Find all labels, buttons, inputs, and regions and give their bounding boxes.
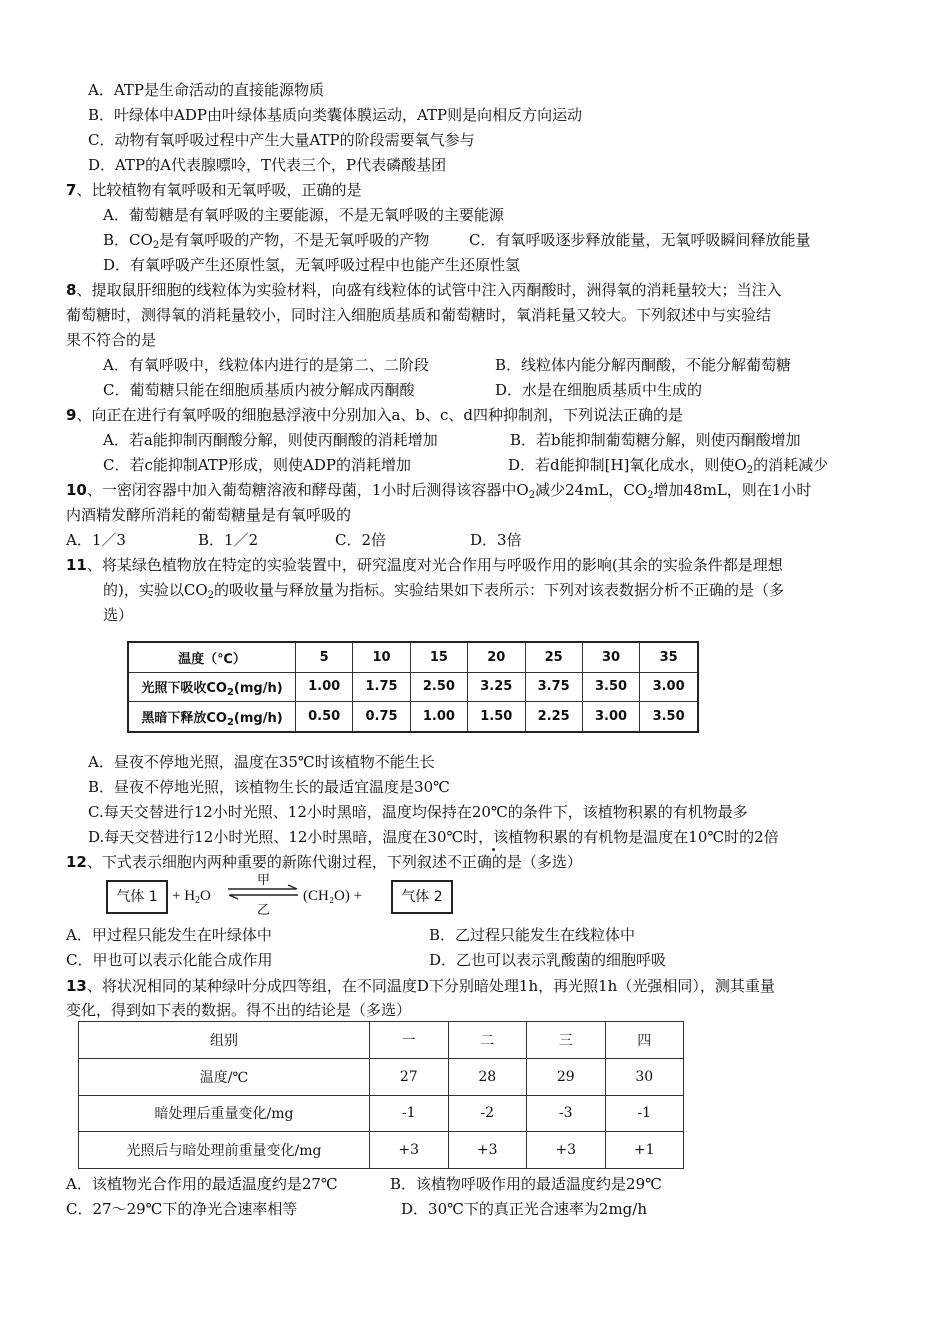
q11-option-d: D.每天交替进行12小时光照、12小时黑暗，温度在30℃时，该植物积累的有机物是温度在10℃时的2倍	[88, 828, 779, 846]
table-cell: 3.75	[525, 672, 582, 702]
q8-number: 8	[66, 281, 77, 299]
q8-stem-line3: 果不符合的是	[66, 331, 157, 349]
table-cell: 3.25	[468, 672, 525, 702]
q9-option-a: A．若a能抑制丙酮酸分解，则使丙酮酸的消耗增加	[103, 431, 438, 449]
table-header-cell: 暗处理后重量变化/mg	[79, 1095, 370, 1132]
table-cell: 28	[448, 1058, 527, 1095]
table-cell: 2.25	[525, 702, 582, 732]
table-row	[79, 1058, 684, 1095]
table-cell: 2.50	[410, 672, 467, 702]
q6-option-c: C．动物有氧呼吸过程中产生大量ATP的阶段需要氧气参与	[88, 131, 475, 149]
q11-number: 11	[66, 556, 87, 574]
table-cell: 29	[527, 1058, 606, 1095]
table-cell: 3.50	[640, 702, 698, 732]
arrow-label-top: 甲	[257, 872, 271, 887]
q11-stem-line3: 选）	[103, 606, 134, 624]
table-cell: -1	[605, 1095, 684, 1132]
q7-option-a: A．葡萄糖是有氧呼吸的主要能源，不是无氧呼吸的主要能源	[103, 206, 504, 224]
table-cell: 35	[640, 642, 698, 672]
q7-stem: 7、比较植物有氧呼吸和无氧呼吸，正确的是	[66, 181, 362, 199]
q9-option-c: C．若c能抑制ATP形成，则使ADP的消耗增加	[103, 456, 411, 474]
table-cell: +3	[527, 1132, 606, 1169]
table-cell: 3.00	[640, 672, 698, 702]
q8-stem-line2: 葡萄糖时，测得氧的消耗量较小，同时注入细胞质基质和葡萄糖时，氧消耗量又较大。下列叙述中与实验结	[66, 306, 772, 324]
q7-option-b: B．$CO_2$是有氧呼吸的产物，不是无氧呼吸的产物	[103, 231, 430, 251]
q12-option-a: A．甲过程只能发生在叶绿体中	[66, 926, 272, 944]
table-row	[79, 1095, 684, 1132]
reversible-arrow-icon	[226, 884, 300, 900]
table-cell: 3.50	[582, 672, 639, 702]
table-cell: 0.75	[353, 702, 410, 732]
table-cell: 0.50	[296, 702, 353, 732]
q7-number: 7	[66, 181, 77, 199]
q11-data-table	[127, 641, 699, 733]
q10-option-c: C．2倍	[335, 531, 387, 549]
arrow-label-bottom: 乙	[257, 902, 271, 917]
q11-option-b: B．昼夜不停地光照，该植物生长的最适宜温度是30℃	[88, 778, 450, 796]
table-cell: -3	[527, 1095, 606, 1132]
table-cell: 一	[370, 1022, 449, 1059]
table-cell: 27	[370, 1058, 449, 1095]
q8-stem-line1: 8、提取鼠肝细胞的线粒体为实验材料，向盛有线粒体的试管中注入丙酮酸时，洲得氧的消耗量较大；当注入	[66, 281, 782, 299]
q10-stem-line2: 内酒精发酵所消耗的葡萄糖量是有氧呼吸的	[66, 506, 352, 524]
q13-number: 13	[66, 977, 87, 995]
q10-stem-line1: 10、一密闭容器中加入葡萄糖溶液和酵母菌，1小时后测得该容器中$O_2$减少24mL，$CO_2$增加48mL，则在1小时	[66, 481, 812, 501]
q9-option-b: B．若b能抑制葡萄糖分解，则使丙酮酸增加	[510, 431, 801, 449]
table-cell: 30	[605, 1058, 684, 1095]
q10-option-b: B．1／2	[198, 531, 259, 549]
product-ch2o: (CH₂O) +	[303, 888, 363, 904]
q9-stem: 9、向正在进行有氧呼吸的细胞悬浮液中分别加入a、b、c、d四种抑制剂，下列说法正确的是	[66, 406, 683, 424]
q11-option-a: A．昼夜不停地光照，温度在35℃时该植物不能生长	[88, 753, 435, 771]
table-cell: 四	[605, 1022, 684, 1059]
mark-dot	[492, 848, 495, 851]
q9-option-d: D．若d能抑制[H]氧化成水，则使$O_2$的消耗减少	[508, 456, 829, 476]
q11-option-c: C.每天交替进行12小时光照、12小时黑暗，温度均保持在20℃的条件下，该植物积累的有机物最多	[88, 803, 748, 821]
q11-stem-line2: 的)，实验以$CO_2$的吸收量与释放量为指标。实验结果如下表所示：下列对该表数据分析不正确的是（多	[103, 581, 785, 601]
q12-option-b: B．乙过程只能发生在线粒体中	[429, 926, 636, 944]
q13-option-b: B．该植物呼吸作用的最适温度约是29℃	[390, 1175, 662, 1193]
table-cell: 10	[353, 642, 410, 672]
table-cell: 1.00	[410, 702, 467, 732]
q13-option-c: C．27～29℃下的净光合速率相等	[66, 1200, 298, 1218]
q8-option-b: B．线粒体内能分解丙酮酸，不能分解葡萄糖	[495, 356, 792, 374]
q8-option-a: A．有氧呼吸中，线粒体内进行的是第二、二阶段	[103, 356, 429, 374]
table-cell: 三	[527, 1022, 606, 1059]
q13-option-a: A．该植物光合作用的最适温度约是27℃	[66, 1175, 338, 1193]
table-header-cell: 光照下吸收$CO_2(mg/h)$	[128, 672, 296, 702]
q8-option-d: D．水是在细胞质基质中生成的	[495, 381, 703, 399]
table-header-cell: 组别	[79, 1022, 370, 1059]
q8-option-c: C．葡萄糖只能在细胞质基质内被分解成丙酮酸	[103, 381, 415, 399]
table-cell: -2	[448, 1095, 527, 1132]
q12-option-c: C．甲也可以表示化能合成作用	[66, 951, 273, 969]
q13-stem-line1: 13、将状况相同的某种绿叶分成四等组，在不同温度D下分别暗处理1h，再光照1h（光强相同），测其重量	[66, 977, 775, 995]
table-header-cell: 温度/℃	[79, 1058, 370, 1095]
gas2-box: 气体 2	[391, 880, 453, 914]
q7-option-d: D．有氧呼吸产生还原性氢，无氧呼吸过程中也能产生还原性氢	[103, 256, 521, 274]
table-cell: +3	[370, 1132, 449, 1169]
q7-option-c: C．有氧呼吸逐步释放能量，无氧呼吸瞬间释放能量	[469, 231, 811, 249]
q6-option-b: B．叶绿体中ADP由叶绿体基质向类囊体膜运动，ATP则是向相反方向运动	[88, 106, 583, 124]
q6-option-d: D．ATP的A代表腺嘌呤，T代表三个，P代表磷酸基团	[88, 156, 447, 174]
table-row	[79, 1022, 684, 1059]
q13-data-table	[78, 1021, 684, 1169]
gas1-box: 气体 1	[106, 880, 168, 914]
table-row	[128, 672, 698, 702]
table-cell: +3	[448, 1132, 527, 1169]
table-cell: 30	[582, 642, 639, 672]
q6-option-a: A．ATP是生命活动的直接能源物质	[88, 81, 324, 99]
table-cell: 3.00	[582, 702, 639, 732]
table-cell: -1	[370, 1095, 449, 1132]
table-cell: 20	[468, 642, 525, 672]
table-cell: 二	[448, 1022, 527, 1059]
q12-option-d: D．乙也可以表示乳酸菌的细胞呼吸	[429, 951, 667, 969]
q13-option-d: D．30℃下的真正光合速率为2mg/h	[401, 1200, 647, 1218]
q12-stem: 12、下式表示细胞内两种重要的新陈代谢过程，下列叙述不正确的是（多选）	[66, 853, 582, 871]
q13-stem-line2: 变化，得到如下表的数据。得不出的结论是（多选）	[66, 1001, 412, 1019]
q11-stem-line1: 11、将某绿色植物放在特定的实验装置中，研究温度对光合作用与呼吸作用的影响(其余的实验条件都是理想	[66, 556, 783, 574]
table-cell: +1	[605, 1132, 684, 1169]
plus-water: + $H_2O$	[172, 888, 211, 906]
table-header-cell: 黑暗下释放$CO_2(mg/h)$	[128, 702, 296, 732]
q10-option-d: D．3倍	[470, 531, 522, 549]
table-header-cell: 温度（℃）	[128, 642, 296, 672]
q10-option-a: A．1／3	[66, 531, 126, 549]
table-row	[128, 642, 698, 672]
table-cell: 1.00	[296, 672, 353, 702]
table-cell: 15	[410, 642, 467, 672]
q12-number: 12	[66, 853, 87, 871]
table-cell: 1.50	[468, 702, 525, 732]
q9-number: 9	[66, 406, 77, 424]
table-row	[128, 702, 698, 732]
q10-number: 10	[66, 481, 87, 499]
table-cell: 1.75	[353, 672, 410, 702]
table-cell: 5	[296, 642, 353, 672]
table-header-cell: 光照后与暗处理前重量变化/mg	[79, 1132, 370, 1169]
table-cell: 25	[525, 642, 582, 672]
table-row	[79, 1132, 684, 1169]
